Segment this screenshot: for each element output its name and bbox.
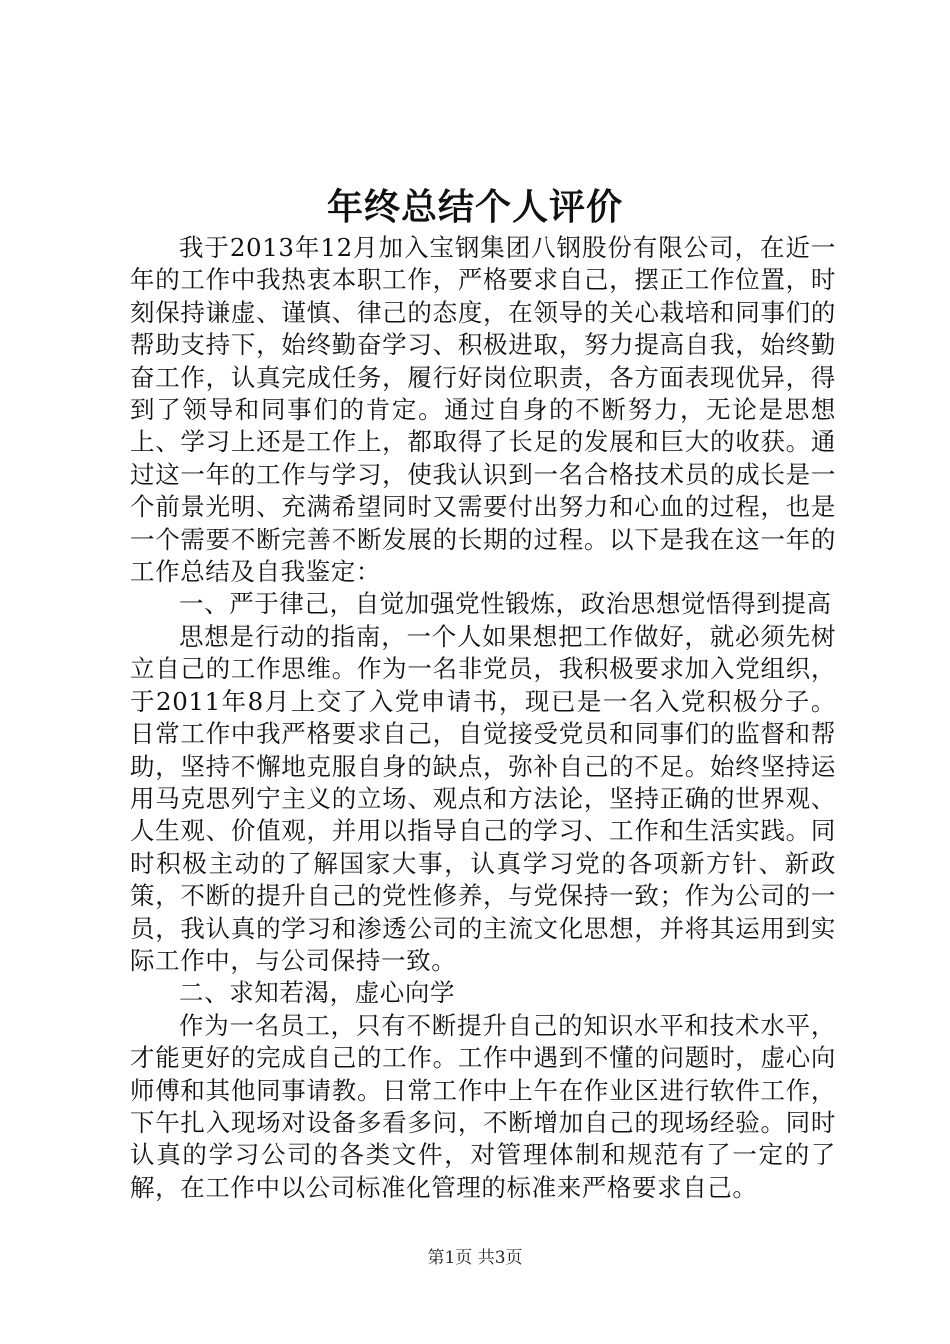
document-title: 年终总结个人评价 (326, 186, 623, 228)
page-footer: 第1页 共3页 (427, 1248, 523, 1268)
document-body (130, 232, 836, 1204)
section-1-paragraph: 思想是行动的指南，一个人如果想把工作做好，就必须先树立自己的工作思维。作为一名非党员，我积极要求加入党组织，于2011年8月上交了入党申请书，现已是一名入党积极分子。日常工作中我严格要求自己，自觉接受党员和同事们的监督和帮助，坚持不懈地克服自身的缺点，弥补自己的不足。始终坚持运用马克思列宁主义的立场、观点和方法论，坚持正确的世界观、人生观、价值观，并用以指导自己的学习、工作和生活实践。同时积极主动的了解国家大事，认真学习党的各项新方针、新政策，不断的提升自己的党性修养，与党保持一致；作为公司的一员，我认真的学习和渗透公司的主流文化思想，并将其运用到实际工作中，与公司保持一致。 (130, 621, 836, 975)
section-heading-2: 二、求知若渴，虚心向学 (179, 978, 456, 1008)
section-2-paragraph: 作为一名员工，只有不断提升自己的知识水平和技术水平，才能更好的完成自己的工作。工作中遇到不懂的问题时，虚心向师傅和其他同事请教。日常工作中上午在作业区进行软件工作，下午扎入现场对设备多看多问，不断增加自己的现场经验。同时认真的学习公司的各类文件，对管理体制和规范有了一定的了解，在工作中以公司标准化管理的标准来严格要求自己。 (130, 1010, 836, 1202)
section-heading-1: 一、严于律己，自觉加强党性锻炼，政治思想觉悟得到提高 (179, 589, 832, 619)
intro-paragraph: 我于2013年12月加入宝钢集团八钢股份有限公司，在近一年的工作中我热衷本职工作，严格要求自己，摆正工作位置，时刻保持谦虚、谨慎、律己的态度，在领导的关心栽培和同事们的帮助支持下，始终勤奋学习、积极进取，努力提高自我，始终勤奋工作，认真完成任务，履行好岗位职责，各方面表现优异，得到了领导和同事们的肯定。通过自身的不断努力，无论是思想上、学习上还是工作上，都取得了长足的发展和巨大的收获。通过这一年的工作与学习，使我认识到一名合格技术员的成长是一个前景光明、充满希望同时又需要付出努力和心血的过程，也是一个需要不断完善不断发展的长期的过程。以下是我在这一年的工作总结及自我鉴定： (130, 233, 836, 587)
